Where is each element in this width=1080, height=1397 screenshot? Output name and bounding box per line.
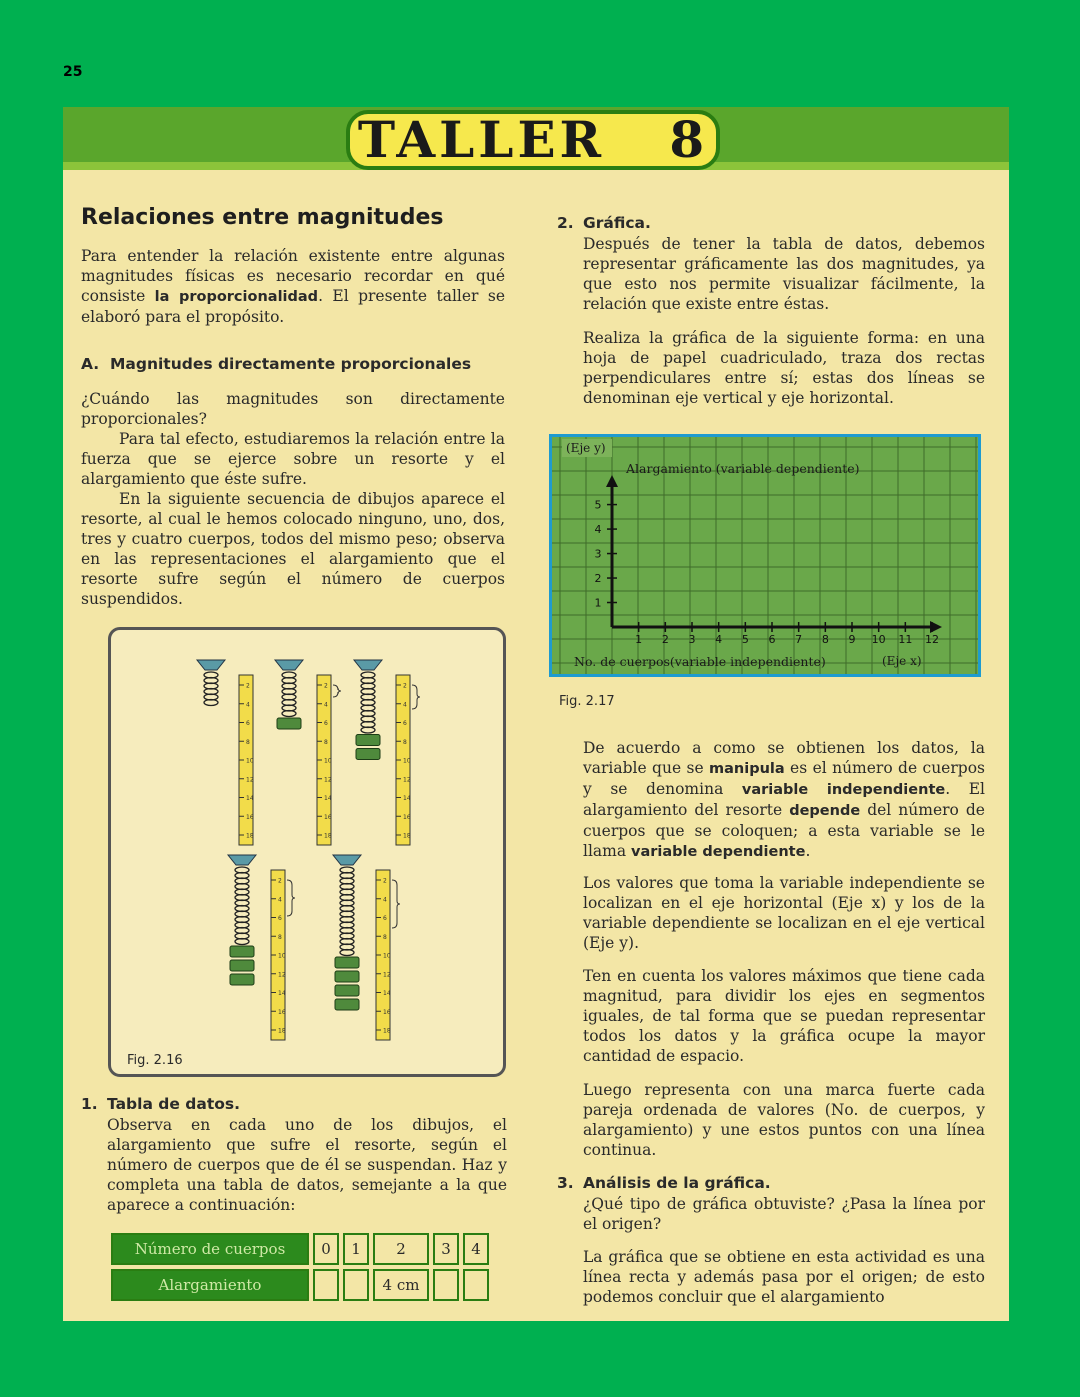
figure-2-17-graph <box>549 434 981 677</box>
weight-block <box>335 999 359 1010</box>
section-a-paragraph-3: En la siguiente secuencia de dibujos aparece el resorte, al cual le hemos colocado ninguno, uno, dos, tres y cuatro cuerpos, todos del mismo peso; observa en las representaciones el alargamiento que el resorte sufre según el número de cuerpos suspendidos. <box>81 490 505 608</box>
y-axis-label: Alargamiento (variable dependiente) <box>626 461 860 476</box>
ruler-tick-label: 2 <box>324 682 328 690</box>
y-tick-label: 2 <box>594 572 602 586</box>
table-cell <box>433 1269 459 1301</box>
table-cell <box>343 1269 369 1301</box>
axes-chart <box>552 437 978 674</box>
ruler-tick-label: 14 <box>324 795 332 802</box>
ruler-tick-label: 10 <box>383 952 391 960</box>
ruler-tick-label: 12 <box>383 971 391 979</box>
springs-illustration <box>111 630 503 1074</box>
weight-block <box>335 985 359 996</box>
spring-mount <box>275 660 303 670</box>
table-row <box>111 1233 489 1265</box>
intro-paragraph <box>81 246 505 327</box>
intro-text-end: . El presente taller se elaboró para el propósito. <box>81 287 505 326</box>
section-a-heading: A. Magnitudes directamente proporcionales <box>81 355 472 373</box>
ruler-tick-label: 14 <box>246 795 254 802</box>
ruler-tick-label: 2 <box>278 877 282 885</box>
item-2-title: Gráfica. <box>583 214 651 232</box>
text: De acuerdo a como se obtienen los datos, la variable que se <box>583 739 985 777</box>
max-values-paragraph: Ten en cuenta los valores máximos que tiene cada magnitud, para dividir los ejes en segmentos iguales, de tal forma que se puedan representar todos los datos y la gráfica ocupe la mayor cantidad de espacio. <box>583 967 985 1065</box>
figure-2-17-caption: Fig. 2.17 <box>559 694 615 709</box>
weight-block <box>277 718 301 729</box>
title-banner <box>346 110 720 170</box>
x-tick-label: 6 <box>768 633 776 646</box>
ruler-tick-label: 16 <box>403 813 411 821</box>
ruler-tick-label: 16 <box>246 813 254 821</box>
ruler-tick-label: 16 <box>278 1008 286 1016</box>
y-axis-tag: (Eje y) <box>566 441 606 455</box>
data-table <box>107 1229 493 1305</box>
table-cell: 4 <box>463 1233 489 1265</box>
ruler-tick-label: 4 <box>246 701 250 709</box>
table-row-label-bodies: Número de cuerpos <box>111 1233 309 1265</box>
ruler-tick-label: 12 <box>246 776 254 784</box>
ruler-tick-label: 4 <box>278 896 282 904</box>
text: es el número de cuerpos y se denomina <box>583 759 985 798</box>
y-axis-arrow <box>606 475 618 487</box>
spring-assembly <box>228 855 295 1040</box>
spring-mount <box>333 855 361 865</box>
item-2-paragraph-2: Realiza la gráfica de la siguiente forma: en una hoja de papel cuadriculado, traza dos rectas perpendiculares entre sí; estas dos líneas se denominan eje vertical y eje horizontal. <box>583 329 985 407</box>
mark-paragraph: Luego representa con una marca fuerte cada pareja ordenada de valores (No. de cuerpos, y alargamiento) y une estos puntos con una línea continua. <box>583 1081 985 1159</box>
ruler-tick-label: 6 <box>403 720 407 727</box>
item-3-question: ¿Qué tipo de gráfica obtuviste? ¿Pasa la línea por el origen? <box>583 1195 985 1233</box>
x-tick-label: 11 <box>898 633 913 646</box>
x-tick-label: 8 <box>821 633 829 646</box>
spring-assembly <box>197 660 254 845</box>
item-2-paragraph-1: Después de tener la tabla de datos, debemos representar gráficamente las dos magnitudes, ya que esto nos permite visualizar fácilmente, la relación que existe entre éstas. <box>583 235 985 313</box>
ruler-tick-label: 14 <box>383 990 391 997</box>
item-3-number: 3. <box>557 1174 574 1192</box>
spring-assembly <box>275 660 341 845</box>
y-tick-label: 3 <box>594 547 602 561</box>
ruler-tick-label: 10 <box>324 757 332 765</box>
text: . <box>805 842 811 860</box>
elongation-brace <box>392 880 400 928</box>
table-cell: 1 <box>343 1233 369 1265</box>
ruler-tick-label: 4 <box>324 701 328 709</box>
intro-text: Para entender la relación existente entre algunas magnitudes físicas es necesario recordar en qué consiste <box>81 247 505 305</box>
page-number: 25 <box>63 64 83 80</box>
ruler-tick-label: 10 <box>278 952 286 960</box>
intro-bold: la proporcionalidad <box>154 289 319 305</box>
ruler-tick-label: 8 <box>403 738 407 746</box>
ruler-tick-label: 18 <box>324 832 332 840</box>
section-a-paragraph-2: Para tal efecto, estudiaremos la relación entre la fuerza que se ejerce sobre un resorte y el alargamiento que éste sufre. <box>81 430 505 488</box>
bold-dependent: variable dependiente <box>631 844 806 860</box>
section-a-question: ¿Cuándo las magnitudes son directamente proporcionales? <box>81 390 505 428</box>
ruler-tick-label: 10 <box>403 757 411 765</box>
ruler-tick-label: 8 <box>246 738 250 746</box>
item-1-text: Observa en cada uno de los dibujos, el alargamiento que sufre el resorte, según el número de cuerpos que de él se suspendan. Haz y completa una tabla de datos, semejante a la que aparece a continuación: <box>107 1116 507 1214</box>
ruler-tick-label: 16 <box>383 1008 391 1016</box>
ruler-tick-label: 2 <box>403 682 407 690</box>
y-tick-label: 5 <box>594 498 602 512</box>
x-tick-label: 10 <box>871 633 886 646</box>
ruler-tick-label: 2 <box>383 877 387 885</box>
dependent-variable-paragraph <box>583 738 985 862</box>
weight-block <box>335 957 359 968</box>
ruler-tick-label: 10 <box>246 757 254 765</box>
item-1-title: Tabla de datos. <box>107 1095 241 1113</box>
text: del número de cuerpos que se coloquen; a esta variable se le llama <box>583 801 985 860</box>
bold-depende: depende <box>789 803 861 819</box>
x-tick-label: 9 <box>848 633 856 646</box>
ruler-tick-label: 12 <box>324 776 332 784</box>
table-row-label-elongation: Alargamiento <box>111 1269 309 1301</box>
bold-manipula: manipula <box>709 761 785 777</box>
ruler-tick-label: 18 <box>246 832 254 840</box>
weight-block <box>356 749 380 760</box>
x-tick-label: 1 <box>635 633 643 646</box>
ruler-tick-label: 6 <box>246 720 250 727</box>
weight-block <box>356 735 380 746</box>
table-row <box>111 1269 489 1301</box>
worksheet-page <box>63 107 1009 1321</box>
ruler-tick-label: 16 <box>324 813 332 821</box>
ruler-tick-label: 18 <box>278 1027 286 1035</box>
item-3-paragraph: La gráfica que se obtiene en esta actividad es una línea recta y además pasa por el origen; de esto podemos concluir que el alargamiento <box>583 1248 985 1306</box>
x-axis-label: No. de cuerpos(variable independiente) <box>574 654 826 669</box>
table-cell: 3 <box>433 1233 459 1265</box>
spring-mount <box>228 855 256 865</box>
y-tick-label: 4 <box>594 523 602 537</box>
ruler-tick-label: 12 <box>278 971 286 979</box>
ruler-tick-label: 6 <box>383 915 387 922</box>
y-tick-label: 1 <box>594 596 602 610</box>
table-cell <box>313 1269 339 1301</box>
table-cell: 0 <box>313 1233 339 1265</box>
ruler-tick-label: 18 <box>383 1027 391 1035</box>
weight-block <box>230 974 254 985</box>
x-axis-tag: (Eje x) <box>882 654 922 668</box>
page-title: TALLER 8 <box>357 110 709 169</box>
ruler-tick-label: 14 <box>403 795 411 802</box>
weight-block <box>335 971 359 982</box>
ruler-tick-label: 14 <box>278 990 286 997</box>
x-tick-label: 2 <box>661 633 669 646</box>
ruler-tick-label: 2 <box>246 682 250 690</box>
bold-independent: variable independiente <box>741 782 946 798</box>
axes-paragraph: Los valores que toma la variable independiente se localizan en el eje horizontal (Eje x) y los de la variable dependiente se localizan en el eje vertical (Eje y). <box>583 874 985 952</box>
figure-2-16-caption: Fig. 2.16 <box>127 1053 183 1068</box>
ruler-tick-label: 6 <box>324 720 328 727</box>
figure-2-16-springs <box>108 627 506 1077</box>
spring-mount <box>197 660 225 670</box>
table-cell: 2 <box>373 1233 429 1265</box>
ruler-tick-label: 6 <box>278 915 282 922</box>
ruler-tick-label: 12 <box>403 776 411 784</box>
x-tick-label: 3 <box>688 633 696 646</box>
item-1-number: 1. <box>81 1095 98 1113</box>
spring-assembly <box>333 855 400 1040</box>
section-heading: Relaciones entre magnitudes <box>81 205 444 230</box>
table-cell: 4 cm <box>373 1269 429 1301</box>
text: . El alargamiento del resorte <box>583 780 985 819</box>
elongation-brace <box>287 880 295 916</box>
ruler-tick-label: 8 <box>278 933 282 941</box>
weight-block <box>230 960 254 971</box>
ruler-tick-label: 8 <box>383 933 387 941</box>
x-tick-label: 5 <box>741 633 749 646</box>
ruler-tick-label: 4 <box>383 896 387 904</box>
ruler-tick-label: 8 <box>324 738 328 746</box>
elongation-brace <box>412 685 420 709</box>
elongation-brace <box>333 685 341 697</box>
x-tick-label: 12 <box>925 633 939 646</box>
table-cell <box>463 1269 489 1301</box>
spring-mount <box>354 660 382 670</box>
ruler-tick-label: 18 <box>403 832 411 840</box>
weight-block <box>230 946 254 957</box>
item-2-number: 2. <box>557 214 574 232</box>
x-tick-label: 7 <box>795 633 803 646</box>
x-tick-label: 4 <box>715 633 723 646</box>
item-3-title: Análisis de la gráfica. <box>583 1174 771 1192</box>
spring-assembly <box>354 660 420 845</box>
ruler-tick-label: 4 <box>403 701 407 709</box>
